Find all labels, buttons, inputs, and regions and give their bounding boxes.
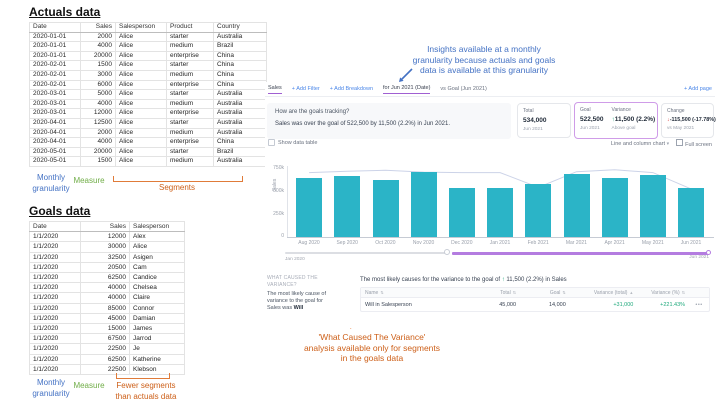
- timeline-start-label: Jan 2020: [285, 257, 305, 262]
- table-row: [30, 32, 267, 42]
- cell: China: [214, 80, 267, 90]
- wctv-row[interactable]: [361, 298, 709, 311]
- cell: 1/1/2020: [30, 273, 81, 283]
- y-tick: 750k: [273, 165, 284, 171]
- actuals-title: Actuals data: [29, 5, 101, 19]
- table-row: [30, 313, 185, 323]
- table-row: [30, 334, 185, 344]
- cell: 1/1/2020: [30, 252, 81, 262]
- cell: Alice: [116, 90, 167, 100]
- table-row: [30, 118, 267, 128]
- cell: 22500: [81, 344, 130, 354]
- cell: 40000: [81, 293, 130, 303]
- table-row: [30, 242, 185, 252]
- callout-line: in the goals data: [340, 353, 404, 363]
- column-bar: [602, 178, 628, 237]
- table-row: [30, 109, 267, 119]
- column-bar: [296, 178, 322, 237]
- cell: Alice: [116, 147, 167, 157]
- cell: Brazil: [214, 147, 267, 157]
- period-selector[interactable]: for Jun 2021 (Date): [383, 85, 430, 94]
- cell: Alex: [130, 232, 185, 242]
- table-row: [30, 147, 267, 157]
- cell: enterprise: [167, 109, 214, 119]
- table-row: [30, 232, 185, 242]
- cell: starter: [167, 147, 214, 157]
- cell: 6000: [81, 80, 116, 90]
- column-header: Salesperson: [116, 23, 167, 33]
- table-row: [30, 42, 267, 52]
- goals-title: Goals data: [29, 204, 91, 218]
- cell: Australia: [214, 99, 267, 109]
- cell: 2020-01-01: [30, 42, 81, 52]
- cell: medium: [167, 42, 214, 52]
- cell: Alice: [116, 128, 167, 138]
- x-axis-label: Mar 2021: [565, 240, 587, 246]
- cell: Alice: [116, 61, 167, 71]
- x-axis-label: Apr 2021: [604, 240, 625, 246]
- column-header: Salesperson: [130, 222, 185, 232]
- column-header: Product: [167, 23, 214, 33]
- wctv-title-text: 11,500 (2.2%) in Sales: [504, 277, 567, 283]
- x-axis-label: Jan 2021: [489, 240, 511, 246]
- goals-segments-note: [102, 381, 190, 402]
- cell-variance-total: +31,000: [613, 301, 634, 308]
- table-row: [30, 99, 267, 109]
- column-bar: [411, 172, 437, 237]
- kpi-label: Goal: [580, 107, 591, 113]
- kpi-value: -115,500 (-17.78%): [669, 117, 716, 123]
- actuals-segments-note: Segments: [158, 183, 196, 192]
- cell: medium: [167, 128, 214, 138]
- cell: China: [214, 138, 267, 148]
- cell: 20000: [81, 147, 116, 157]
- table-row: [30, 354, 185, 364]
- wctv-heading: [267, 275, 318, 289]
- kpi-sub: vs May 2021: [667, 126, 695, 131]
- cell: 2000: [81, 32, 116, 42]
- cell-goal: 14,000: [548, 301, 566, 308]
- cell: 1/1/2020: [30, 293, 81, 303]
- kpi-label: Variance: [611, 107, 631, 113]
- cell: Katherine: [130, 354, 185, 364]
- cell: 2020-04-01: [30, 118, 81, 128]
- x-axis-label: Oct 2020: [375, 240, 396, 246]
- callout-line: analysis available only for segments: [303, 342, 441, 353]
- x-axis-label: Nov 2020: [412, 240, 435, 246]
- down-arrow-icon: ↓: [667, 117, 670, 123]
- table-row: [30, 90, 267, 100]
- x-axis-label: Dec 2020: [451, 240, 473, 246]
- timeline-end-label: Jun 2021: [689, 255, 709, 260]
- comparison-label[interactable]: vs Goal (Jun 2021): [440, 86, 487, 92]
- table-row: [30, 157, 267, 167]
- column-bar: [373, 180, 399, 237]
- wctv-header-row: [361, 288, 709, 298]
- y-axis-title: Sales: [272, 178, 278, 192]
- cell: 62500: [81, 354, 130, 364]
- chevron-down-icon: ▾: [666, 140, 670, 147]
- cell: 1/1/2020: [30, 242, 81, 252]
- callout-line: 'What Caused The Variance': [318, 332, 426, 342]
- cell: Alice: [116, 138, 167, 148]
- kpi-sub: Jun 2021: [523, 127, 543, 132]
- cell: starter: [167, 90, 214, 100]
- table-row: [30, 128, 267, 138]
- cell: 1500: [81, 61, 116, 71]
- cell: Chelsea: [130, 283, 185, 293]
- wctv-body: [267, 291, 337, 312]
- column-bar: [564, 174, 590, 237]
- goals-segments-bracket: [116, 373, 170, 379]
- cell: 2020-02-01: [30, 80, 81, 90]
- cell: enterprise: [167, 51, 214, 61]
- dashboard-screenshot: [265, 82, 715, 328]
- column-header: Sales: [81, 222, 130, 232]
- cell: Connor: [130, 303, 185, 313]
- cell: China: [214, 61, 267, 71]
- cell: 40000: [81, 283, 130, 293]
- cell: 4000: [81, 138, 116, 148]
- column-bar: [449, 188, 475, 237]
- cell: Alice: [116, 80, 167, 90]
- cell: Alice: [116, 42, 167, 52]
- cell: 1/1/2020: [30, 313, 81, 323]
- cell: Australia: [214, 90, 267, 100]
- table-row: [30, 303, 185, 313]
- cell: 1/1/2020: [30, 232, 81, 242]
- cell: Cam: [130, 262, 185, 272]
- goals-segments-note-line1: Fewer segments: [116, 381, 176, 390]
- summary-question: How are the goals tracking?: [275, 109, 350, 115]
- cell: 1/1/2020: [30, 354, 81, 364]
- cell: 32500: [81, 252, 130, 262]
- cell: 5000: [81, 90, 116, 100]
- cell: 62500: [81, 273, 130, 283]
- x-axis-label: May 2021: [641, 240, 664, 246]
- cell: enterprise: [167, 138, 214, 148]
- column-header-name[interactable]: Name ⇅: [365, 289, 384, 296]
- callout-line: Insights available at a monthly: [427, 44, 541, 54]
- goal-line: [309, 170, 691, 189]
- cell: 67500: [81, 334, 130, 344]
- column-header-total[interactable]: Total ⇅: [500, 289, 517, 296]
- cell: 1/1/2020: [30, 262, 81, 272]
- sort-icon: ⇅: [380, 289, 384, 295]
- column-header: Date: [30, 23, 81, 33]
- sort-icon: ⇅: [562, 289, 566, 295]
- wctv-table-title: [360, 277, 567, 283]
- add-breakdown-button[interactable]: + Add Breakdown: [329, 86, 374, 92]
- cell: starter: [167, 61, 214, 71]
- add-filter-button[interactable]: + Add Filter: [291, 86, 320, 92]
- column-bar: [525, 184, 551, 237]
- table-row: [30, 70, 267, 80]
- column-bar: [487, 188, 513, 237]
- cell: 4000: [81, 42, 116, 52]
- cell: 3000: [81, 70, 116, 80]
- cell: Claire: [130, 293, 185, 303]
- kpi-label: Total: [523, 108, 534, 114]
- cell: 15000: [81, 324, 130, 334]
- y-tick: 500k: [273, 188, 284, 194]
- cell: 12000: [81, 109, 116, 119]
- wctv-callout: [294, 332, 450, 364]
- cell: Alice: [130, 242, 185, 252]
- row-menu-button[interactable]: •••: [695, 301, 703, 308]
- cell: enterprise: [167, 80, 214, 90]
- goals-granularity-note: Monthly granularity: [32, 378, 70, 398]
- header-row: [30, 222, 185, 232]
- cell: 12000: [81, 232, 130, 242]
- goal-chart: [265, 82, 715, 272]
- cell: 12500: [81, 118, 116, 128]
- table-row: [30, 252, 185, 262]
- wctv-heading-line: VARIANCE?: [267, 282, 297, 288]
- cell: 1/1/2020: [30, 344, 81, 354]
- wctv-body-text: The most likely cause of variance to the goal for Sales was: [267, 291, 326, 311]
- cell: James: [130, 324, 185, 334]
- table-row: [30, 283, 185, 293]
- goals-section: [29, 204, 185, 375]
- cell: Alice: [116, 99, 167, 109]
- cell: China: [214, 70, 267, 80]
- cell: Je: [130, 344, 185, 354]
- table-row: [30, 80, 267, 90]
- cell: Alice: [116, 70, 167, 80]
- cell: China: [214, 51, 267, 61]
- cell: 2020-05-01: [30, 157, 81, 167]
- wctv-table: [360, 287, 710, 312]
- full-screen-label: Full screen: [685, 142, 712, 148]
- cell: 20500: [81, 262, 130, 272]
- cell: 2020-03-01: [30, 99, 81, 109]
- cell: 45000: [81, 313, 130, 323]
- cell: Australia: [214, 118, 267, 128]
- cell-total: 45,000: [499, 301, 517, 308]
- add-page-button[interactable]: + Add page: [684, 86, 712, 92]
- cell: Australia: [214, 128, 267, 138]
- cell: starter: [167, 118, 214, 128]
- cell: 1/1/2020: [30, 334, 81, 344]
- callout-line: granularity because actuals and goals: [412, 54, 556, 65]
- cell: Australia: [214, 157, 267, 167]
- table-row: [30, 51, 267, 61]
- cell: 2020-04-01: [30, 128, 81, 138]
- goals-measure-note: Measure: [73, 381, 105, 390]
- measure-tab[interactable]: Sales: [268, 85, 282, 94]
- column-header-goal[interactable]: Goal ⇅: [549, 289, 566, 296]
- cell: 22500: [81, 364, 130, 374]
- cell: medium: [167, 99, 214, 109]
- actuals-measure-note: Measure: [73, 176, 105, 185]
- timeline-end-handle[interactable]: [706, 250, 711, 255]
- cell: Alice: [116, 157, 167, 167]
- cell: 2020-05-01: [30, 147, 81, 157]
- cell: 2020-02-01: [30, 70, 81, 80]
- wctv-heading-line: WHAT CAUSED THE: [267, 275, 318, 281]
- column-bar: [334, 176, 360, 237]
- cell: 1500: [81, 157, 116, 167]
- up-arrow-icon: ↑: [501, 277, 505, 283]
- cell: 2000: [81, 128, 116, 138]
- column-bar: [678, 188, 704, 237]
- y-tick: 0: [281, 233, 284, 239]
- cell: 2020-03-01: [30, 90, 81, 100]
- cell: Alice: [116, 118, 167, 128]
- table-row: [30, 61, 267, 71]
- cell: medium: [167, 70, 214, 80]
- cell: Alice: [116, 51, 167, 61]
- cell: Brazil: [214, 42, 267, 52]
- table-row: [30, 262, 185, 272]
- kpi-value: 11,500 (2.2%): [614, 116, 656, 123]
- kpi-sub: Jun 2021: [580, 126, 600, 131]
- cell: 4000: [81, 99, 116, 109]
- sort-icon: ▲: [629, 289, 634, 295]
- show-data-table-label: Show data table: [278, 139, 318, 146]
- x-axis-label: Aug 2020: [298, 240, 320, 246]
- cell: Candice: [130, 273, 185, 283]
- chart-type-label: Line and column chart: [610, 140, 666, 147]
- up-arrow-icon: ↑: [611, 116, 615, 123]
- column-bar: [640, 175, 666, 237]
- column-header: Country: [214, 23, 267, 33]
- table-row: [30, 293, 185, 303]
- cell: 1/1/2020: [30, 303, 81, 313]
- column-header-variance-pct[interactable]: Variance (%) ⇅: [651, 289, 686, 296]
- cell: 2020-01-01: [30, 51, 81, 61]
- cell: Alice: [116, 109, 167, 119]
- x-axis-label: Sep 2020: [336, 240, 358, 246]
- header-row: [30, 23, 267, 33]
- callout-line: data is available at this granularity: [419, 65, 549, 75]
- actuals-section: [29, 5, 267, 167]
- wctv-body-bold: Will: [293, 305, 304, 311]
- kpi-label: Change: [667, 108, 685, 114]
- sort-icon: ⇅: [681, 289, 686, 295]
- x-axis-label: Feb 2021: [527, 240, 549, 246]
- cell-variance-pct: +221.43%: [660, 301, 686, 308]
- segments-bracket: [113, 176, 243, 182]
- cell: Jarrod: [130, 334, 185, 344]
- kpi-sub: Above goal: [611, 126, 636, 131]
- goals-segments-note-line2: than actuals data: [115, 391, 177, 401]
- table-row: [30, 138, 267, 148]
- column-header: Date: [30, 222, 81, 232]
- cell: 30000: [81, 242, 130, 252]
- table-row: [30, 273, 185, 283]
- cell: Damian: [130, 313, 185, 323]
- cell: 2020-02-01: [30, 61, 81, 71]
- cell: 1/1/2020: [30, 364, 81, 374]
- cell: Asigen: [130, 252, 185, 262]
- column-header: Sales: [81, 23, 116, 33]
- cell: Australia: [214, 32, 267, 42]
- cell: Alice: [116, 32, 167, 42]
- cell: 2020-03-01: [30, 109, 81, 119]
- kpi-value: 522,500: [580, 116, 604, 123]
- kpi-value: 534,000: [523, 117, 547, 124]
- cell: Australia: [214, 109, 267, 119]
- goals-table: [29, 221, 185, 375]
- actuals-granularity-note: Monthly granularity: [32, 173, 70, 193]
- timeline-start-handle[interactable]: [444, 249, 450, 255]
- timeline-track[interactable]: [285, 252, 447, 254]
- x-axis-label: Jun 2021: [680, 240, 702, 246]
- wctv-title-text: The most likely causes for the variance to the goal of: [360, 277, 502, 283]
- summary-answer: Sales was over the goal of 522,500 by 11,500 (2.2%) in Jun 2021.: [275, 121, 451, 127]
- cell: Klebson: [130, 364, 185, 374]
- cell-name: Will in Salesperson: [365, 301, 412, 308]
- table-row: [30, 344, 185, 354]
- cell: 2020-01-01: [30, 32, 81, 42]
- actuals-table: [29, 22, 267, 167]
- column-header-variance-total[interactable]: Variance (total) ▲: [593, 289, 634, 296]
- y-tick: 250k: [273, 211, 284, 217]
- cell: medium: [167, 157, 214, 167]
- sort-icon: ⇅: [512, 289, 517, 295]
- cell: starter: [167, 32, 214, 42]
- table-row: [30, 324, 185, 334]
- monthly-granularity-callout: [400, 44, 568, 76]
- cell: 1/1/2020: [30, 283, 81, 293]
- cell: 1/1/2020: [30, 324, 81, 334]
- cell: 85000: [81, 303, 130, 313]
- cell: 2020-04-01: [30, 138, 81, 148]
- cell: 20000: [81, 51, 116, 61]
